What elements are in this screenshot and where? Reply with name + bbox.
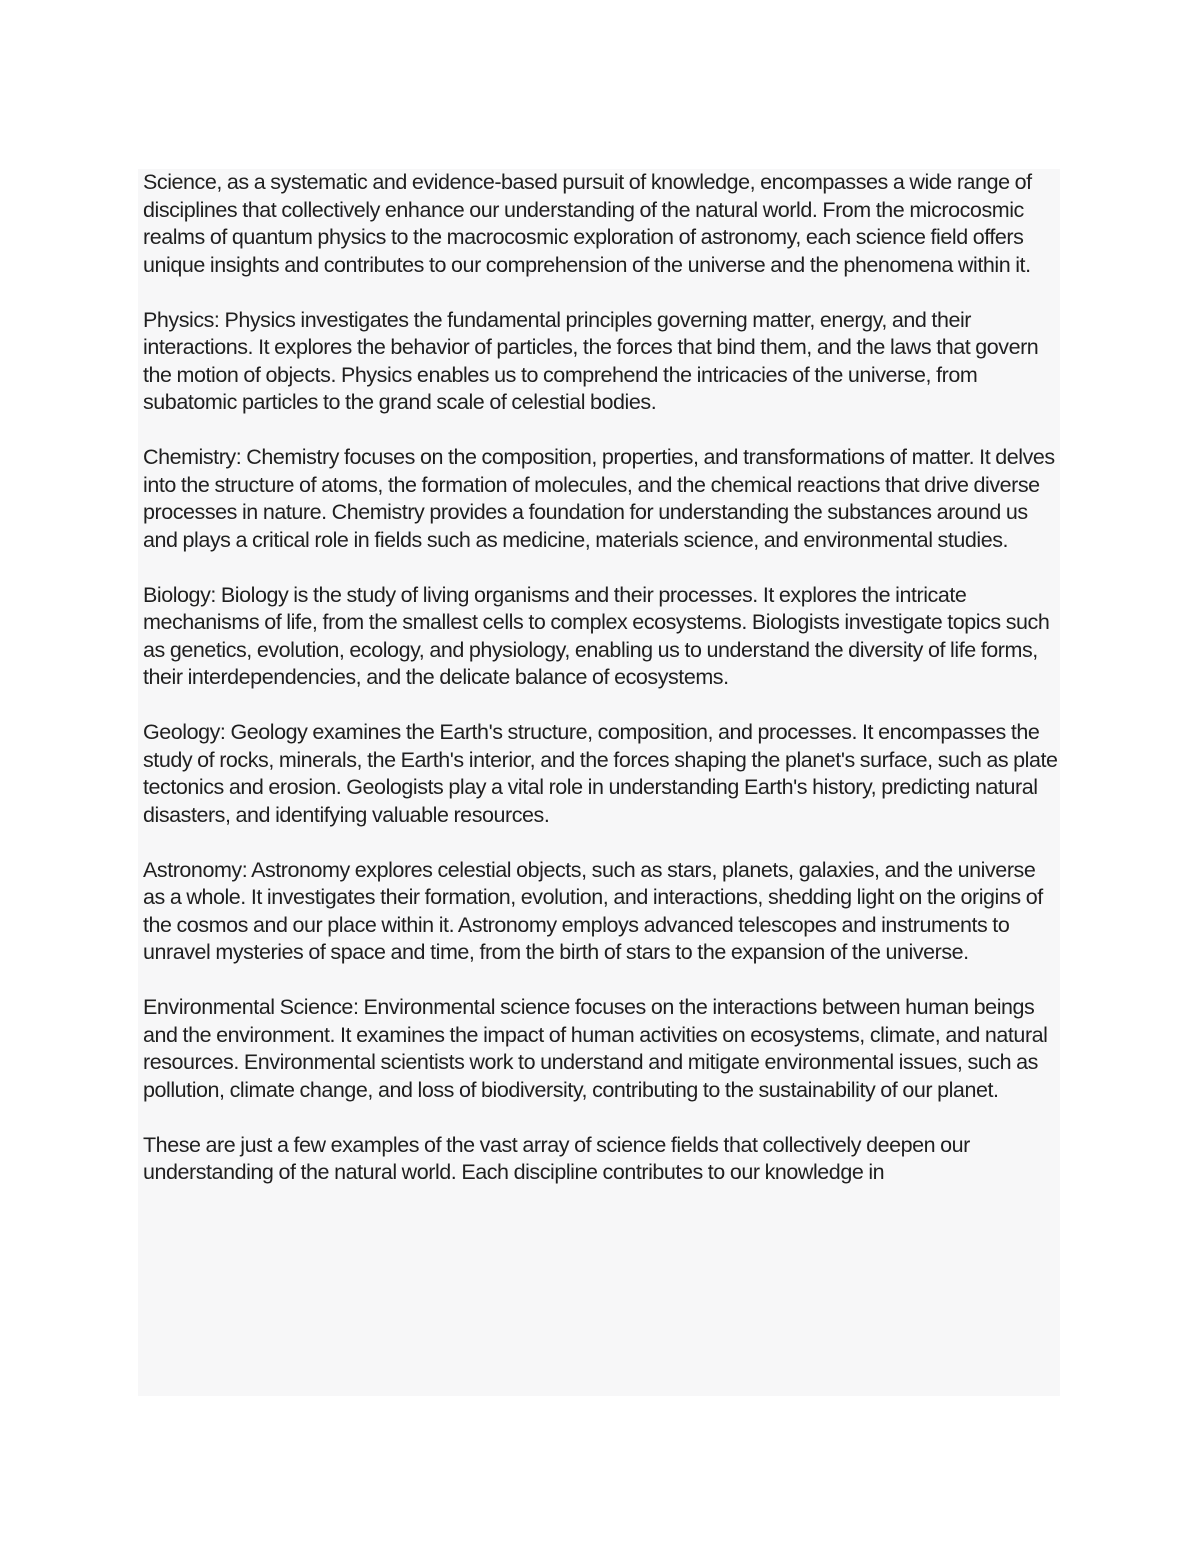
- paragraph-conclusion: These are just a few examples of the vast array of science fields that collectively deepen our understanding of the natural world. Each discipline contributes to our knowledge in: [143, 1132, 970, 1184]
- paragraph-chemistry: Chemistry: Chemistry focuses on the composition, properties, and transformations of matter. It delves into the structure of atoms, the formation of molecules, and the chemical reactions that drive diverse processes in nature. Chemistry provides a foundation for understanding the substances around us and plays a critical role in fields such as medicine, materials science, and environmental studies.: [143, 445, 1055, 552]
- text-block: [138, 169, 1060, 1396]
- paragraph-geology: Geology: Geology examines the Earth's structure, composition, and processes. It encompasses the study of rocks, minerals, the Earth's interior, and the forces shaping the planet's surface, such as plate tectonics and erosion. Geologists play a vital role in understanding Earth's history, predicting natural disasters, and identifying valuable resources.: [143, 720, 1058, 827]
- paragraph-intro: Science, as a systematic and evidence-based pursuit of knowledge, encompasses a wide range of disciplines that collectively enhance our understanding of the natural world. From the microcosmic realms of quantum physics to the macrocosmic exploration of astronomy, each science field offers unique insights and contributes to our comprehension of the universe and the phenomena within it.: [143, 170, 1032, 277]
- paragraph-physics: Physics: Physics investigates the fundamental principles governing matter, energy, and their interactions. It explores the behavior of particles, the forces that bind them, and the laws that govern the motion of objects. Physics enables us to comprehend the intricacies of the universe, from subatomic particles to the grand scale of celestial bodies.: [143, 307, 1039, 414]
- paragraph-environmental-science: Environmental Science: Environmental science focuses on the interactions between human beings and the environment. It examines the impact of human activities on ecosystems, climate, and natural resources. Environmental scientists work to understand and mitigate environmental issues, such as pollution, climate change, and loss of biodiversity, contributing to the sustainability of our planet.: [143, 995, 1048, 1102]
- paragraph-astronomy: Astronomy: Astronomy explores celestial objects, such as stars, planets, galaxies, and the universe as a whole. It investigates their formation, evolution, and interactions, shedding light on the origins of the cosmos and our place within it. Astronomy employs advanced telescopes and instruments to unravel mysteries of space and time, from the birth of stars to the expansion of the universe.: [143, 857, 1043, 964]
- paragraph-biology: Biology: Biology is the study of living organisms and their processes. It explores the intricate mechanisms of life, from the smallest cells to complex ecosystems. Biologists investigate topics such as genetics, evolution, ecology, and physiology, enabling us to understand the diversity of life forms, their interdependencies, and the delicate balance of ecosystems.: [143, 582, 1050, 689]
